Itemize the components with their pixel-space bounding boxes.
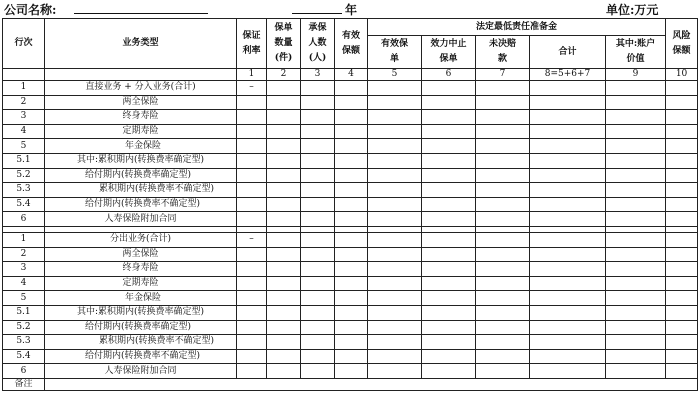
data-cell[interactable] <box>666 95 698 110</box>
data-cell[interactable] <box>267 110 301 125</box>
data-cell[interactable] <box>368 335 422 350</box>
data-cell[interactable] <box>666 212 698 227</box>
data-cell[interactable] <box>267 262 301 277</box>
data-cell[interactable] <box>368 124 422 139</box>
data-cell[interactable] <box>267 153 301 168</box>
data-cell[interactable] <box>666 183 698 198</box>
data-cell[interactable] <box>530 291 606 306</box>
business-type-cell: 直接业务 + 分入业务(合计) <box>45 81 237 96</box>
guaranteed-rate-cell[interactable] <box>237 349 267 364</box>
data-cell[interactable] <box>335 364 368 379</box>
data-cell[interactable] <box>368 197 422 212</box>
data-cell[interactable] <box>666 124 698 139</box>
col-number-7: 7 <box>476 69 530 81</box>
data-cell[interactable] <box>422 139 476 154</box>
data-cell[interactable] <box>422 232 476 247</box>
col-valid-premium: 有效保额 <box>335 19 368 69</box>
col-number-6: 6 <box>422 69 476 81</box>
table-row <box>3 349 698 364</box>
data-cell[interactable] <box>476 81 530 96</box>
table-row <box>3 110 698 125</box>
col-number-3: 3 <box>301 69 335 81</box>
data-cell[interactable] <box>666 349 698 364</box>
data-cell[interactable] <box>476 110 530 125</box>
data-cell[interactable] <box>301 212 335 227</box>
data-cell[interactable] <box>422 95 476 110</box>
data-cell[interactable] <box>606 320 666 335</box>
col-row-no: 行次 <box>3 19 45 69</box>
data-cell[interactable] <box>666 139 698 154</box>
data-cell[interactable] <box>530 320 606 335</box>
year-label: 年 <box>345 3 358 17</box>
data-cell[interactable] <box>530 349 606 364</box>
data-cell[interactable] <box>422 168 476 183</box>
data-cell[interactable] <box>476 153 530 168</box>
data-cell[interactable] <box>606 349 666 364</box>
col-outstanding-claims: 未决赔款 <box>476 36 530 69</box>
business-type-cell: 人寿保险附加合同 <box>45 212 237 227</box>
reserve-report-table <box>2 18 698 391</box>
data-cell[interactable] <box>368 305 422 320</box>
row-number: 5 <box>3 139 45 154</box>
data-cell[interactable] <box>422 247 476 262</box>
data-cell[interactable] <box>335 262 368 277</box>
business-type-cell: 两全保险 <box>45 247 237 262</box>
data-cell[interactable] <box>476 364 530 379</box>
data-cell[interactable] <box>530 153 606 168</box>
data-cell[interactable] <box>267 349 301 364</box>
data-cell[interactable] <box>301 335 335 350</box>
row-number: 5.2 <box>3 320 45 335</box>
data-cell[interactable] <box>606 262 666 277</box>
data-cell[interactable] <box>301 110 335 125</box>
data-cell[interactable] <box>530 276 606 291</box>
data-cell[interactable] <box>606 364 666 379</box>
company-name-label: 公司名称: <box>4 3 57 17</box>
data-cell[interactable] <box>368 320 422 335</box>
data-cell[interactable] <box>368 153 422 168</box>
data-cell[interactable] <box>301 291 335 306</box>
data-cell[interactable] <box>476 197 530 212</box>
data-cell[interactable] <box>476 276 530 291</box>
business-type-cell: 定期寿险 <box>45 124 237 139</box>
data-cell[interactable] <box>368 349 422 364</box>
data-cell[interactable] <box>530 110 606 125</box>
table-row <box>3 335 698 350</box>
data-cell[interactable] <box>422 276 476 291</box>
col-group-statutory-reserve: 法定最低责任准备金 <box>368 19 666 36</box>
data-cell[interactable] <box>476 291 530 306</box>
col-valid-policy: 有效保单 <box>368 36 422 69</box>
row-number: 5.3 <box>3 335 45 350</box>
row-number: 5.3 <box>3 183 45 198</box>
table-row <box>3 247 698 262</box>
guaranteed-rate-cell[interactable] <box>237 276 267 291</box>
data-cell[interactable] <box>267 212 301 227</box>
data-cell[interactable] <box>267 247 301 262</box>
guaranteed-rate-cell[interactable] <box>237 291 267 306</box>
row-number: 5 <box>3 291 45 306</box>
table-row <box>3 81 698 96</box>
guaranteed-rate-cell[interactable] <box>237 247 267 262</box>
data-cell[interactable] <box>530 197 606 212</box>
data-cell[interactable] <box>267 364 301 379</box>
business-type-cell: 给付期内(转换费率不确定型) <box>45 197 237 212</box>
data-cell[interactable] <box>422 81 476 96</box>
data-cell[interactable] <box>267 276 301 291</box>
table-row <box>3 124 698 139</box>
data-cell[interactable] <box>267 95 301 110</box>
col-insured-count: 承保人数(人) <box>301 19 335 69</box>
business-type-cell: 人寿保险附加合同 <box>45 364 237 379</box>
table-row <box>3 197 698 212</box>
data-cell[interactable] <box>301 153 335 168</box>
data-cell[interactable] <box>606 95 666 110</box>
data-cell[interactable] <box>422 153 476 168</box>
row-number: 4 <box>3 276 45 291</box>
data-cell[interactable] <box>530 139 606 154</box>
data-cell[interactable] <box>476 335 530 350</box>
data-cell[interactable] <box>267 81 301 96</box>
data-cell[interactable] <box>267 168 301 183</box>
col-lapsed-policy: 效力中止保单 <box>422 36 476 69</box>
data-cell[interactable] <box>301 305 335 320</box>
col-number-8: 8=5+6+7 <box>530 69 606 81</box>
table-row <box>3 139 698 154</box>
col-number-blank-b <box>45 69 237 81</box>
table-row <box>3 95 698 110</box>
unit-label: 单位:万元 <box>606 3 659 17</box>
company-name-blank[interactable] <box>74 13 208 14</box>
data-cell[interactable] <box>606 139 666 154</box>
business-type-cell: 年金保险 <box>45 139 237 154</box>
data-cell[interactable] <box>335 81 368 96</box>
col-number-blank-a <box>3 69 45 81</box>
data-cell[interactable] <box>666 320 698 335</box>
row-number: 6 <box>3 212 45 227</box>
data-cell[interactable] <box>368 247 422 262</box>
data-cell[interactable] <box>666 276 698 291</box>
data-cell[interactable] <box>335 349 368 364</box>
data-cell[interactable] <box>606 212 666 227</box>
business-type-cell: 年金保险 <box>45 291 237 306</box>
data-cell[interactable] <box>368 212 422 227</box>
col-number-1: 1 <box>237 69 267 81</box>
data-cell[interactable] <box>476 212 530 227</box>
data-cell[interactable] <box>335 95 368 110</box>
col-number-9: 9 <box>606 69 666 81</box>
business-type-cell: 其中:累积期内(转换费率确定型) <box>45 305 237 320</box>
data-cell[interactable] <box>368 291 422 306</box>
row-number: 3 <box>3 110 45 125</box>
data-cell[interactable] <box>267 305 301 320</box>
data-cell[interactable] <box>530 335 606 350</box>
business-type-cell: 分出业务(合计) <box>45 232 237 247</box>
data-cell[interactable] <box>267 232 301 247</box>
data-cell[interactable] <box>530 212 606 227</box>
data-cell[interactable] <box>606 153 666 168</box>
data-cell[interactable] <box>606 247 666 262</box>
data-cell[interactable] <box>301 232 335 247</box>
data-cell[interactable] <box>335 276 368 291</box>
col-number-2: 2 <box>267 69 301 81</box>
data-cell[interactable] <box>606 197 666 212</box>
data-cell[interactable] <box>368 183 422 198</box>
guaranteed-rate-cell[interactable] <box>237 124 267 139</box>
data-cell[interactable] <box>368 110 422 125</box>
data-cell[interactable] <box>335 183 368 198</box>
remarks-label: 备注 <box>3 378 45 390</box>
data-cell[interactable] <box>530 124 606 139</box>
data-cell[interactable] <box>335 247 368 262</box>
row-number: 2 <box>3 95 45 110</box>
data-cell[interactable] <box>422 124 476 139</box>
data-cell[interactable] <box>606 110 666 125</box>
data-cell[interactable] <box>368 168 422 183</box>
guaranteed-rate-cell[interactable] <box>237 335 267 350</box>
data-cell[interactable] <box>267 183 301 198</box>
row-number: 3 <box>3 262 45 277</box>
data-cell[interactable] <box>476 349 530 364</box>
data-cell[interactable] <box>301 276 335 291</box>
data-cell[interactable] <box>530 183 606 198</box>
table-row <box>3 364 698 379</box>
data-cell[interactable] <box>301 320 335 335</box>
col-number-10: 10 <box>666 69 698 81</box>
col-business-type: 业务类型 <box>45 19 237 69</box>
data-cell[interactable] <box>301 81 335 96</box>
data-cell[interactable] <box>476 168 530 183</box>
data-cell[interactable] <box>301 183 335 198</box>
data-cell[interactable] <box>335 212 368 227</box>
data-cell[interactable] <box>666 110 698 125</box>
data-cell[interactable] <box>422 349 476 364</box>
data-cell[interactable] <box>335 139 368 154</box>
data-cell[interactable] <box>368 232 422 247</box>
business-type-cell: 累积期内(转换费率不确定型) <box>45 335 237 350</box>
data-cell[interactable] <box>666 168 698 183</box>
guaranteed-rate-cell[interactable] <box>237 212 267 227</box>
data-cell[interactable] <box>666 232 698 247</box>
table-row <box>3 183 698 198</box>
row-number: 5.4 <box>3 197 45 212</box>
data-cell[interactable] <box>422 197 476 212</box>
table-row <box>3 262 698 277</box>
data-cell[interactable] <box>606 305 666 320</box>
data-cell[interactable] <box>301 168 335 183</box>
data-cell[interactable] <box>368 81 422 96</box>
data-cell[interactable] <box>335 110 368 125</box>
data-cell[interactable] <box>368 95 422 110</box>
data-cell[interactable] <box>606 232 666 247</box>
guaranteed-rate-cell: – <box>237 81 267 96</box>
col-number-5: 5 <box>368 69 422 81</box>
col-guaranteed-rate: 保证利率 <box>237 19 267 69</box>
table-row <box>3 232 698 247</box>
row-number: 5.1 <box>3 153 45 168</box>
data-cell[interactable] <box>606 168 666 183</box>
data-cell[interactable] <box>476 95 530 110</box>
business-type-cell: 给付期内(转换费率不确定型) <box>45 349 237 364</box>
data-cell[interactable] <box>666 81 698 96</box>
data-cell[interactable] <box>666 364 698 379</box>
guaranteed-rate-cell[interactable] <box>237 364 267 379</box>
data-cell[interactable] <box>530 305 606 320</box>
table-row <box>3 291 698 306</box>
data-cell[interactable] <box>476 232 530 247</box>
data-cell[interactable] <box>422 291 476 306</box>
col-total: 合计 <box>530 36 606 69</box>
business-type-cell: 终身寿险 <box>45 110 237 125</box>
data-cell[interactable] <box>666 291 698 306</box>
table-row <box>3 212 698 227</box>
data-cell[interactable] <box>422 212 476 227</box>
data-cell[interactable] <box>606 291 666 306</box>
data-cell[interactable] <box>335 335 368 350</box>
business-type-cell: 两全保险 <box>45 95 237 110</box>
data-cell[interactable] <box>666 335 698 350</box>
guaranteed-rate-cell[interactable] <box>237 197 267 212</box>
data-cell[interactable] <box>422 262 476 277</box>
row-number: 5.4 <box>3 349 45 364</box>
guaranteed-rate-cell[interactable] <box>237 153 267 168</box>
data-cell[interactable] <box>606 276 666 291</box>
data-cell[interactable] <box>335 305 368 320</box>
data-cell[interactable] <box>267 124 301 139</box>
data-cell[interactable] <box>666 197 698 212</box>
row-number: 6 <box>3 364 45 379</box>
row-number: 1 <box>3 232 45 247</box>
guaranteed-rate-cell[interactable] <box>237 305 267 320</box>
table-row <box>3 153 698 168</box>
business-type-cell: 给付期内(转换费率确定型) <box>45 320 237 335</box>
data-cell[interactable] <box>368 276 422 291</box>
business-type-cell: 给付期内(转换费率确定型) <box>45 168 237 183</box>
business-type-cell: 终身寿险 <box>45 262 237 277</box>
data-cell[interactable] <box>422 305 476 320</box>
data-cell[interactable] <box>335 197 368 212</box>
data-cell[interactable] <box>267 139 301 154</box>
col-risk-premium: 风险保额 <box>666 19 698 69</box>
guaranteed-rate-cell[interactable] <box>237 95 267 110</box>
guaranteed-rate-cell[interactable] <box>237 262 267 277</box>
row-number: 4 <box>3 124 45 139</box>
guaranteed-rate-cell[interactable] <box>237 110 267 125</box>
row-number: 2 <box>3 247 45 262</box>
data-cell[interactable] <box>301 247 335 262</box>
data-cell[interactable] <box>606 183 666 198</box>
data-cell[interactable] <box>368 139 422 154</box>
data-cell[interactable] <box>301 95 335 110</box>
data-cell[interactable] <box>267 320 301 335</box>
data-cell[interactable] <box>606 335 666 350</box>
report-header <box>0 0 700 18</box>
data-cell[interactable] <box>267 291 301 306</box>
data-cell[interactable] <box>368 262 422 277</box>
data-cell[interactable] <box>422 320 476 335</box>
data-cell[interactable] <box>267 335 301 350</box>
data-cell[interactable] <box>606 81 666 96</box>
data-cell[interactable] <box>301 262 335 277</box>
row-number: 5.1 <box>3 305 45 320</box>
data-cell[interactable] <box>476 305 530 320</box>
col-policy-count: 保单数量(件) <box>267 19 301 69</box>
table-row <box>3 276 698 291</box>
data-cell[interactable] <box>476 320 530 335</box>
data-cell[interactable] <box>335 168 368 183</box>
data-cell[interactable] <box>335 124 368 139</box>
data-cell[interactable] <box>530 81 606 96</box>
data-cell[interactable] <box>666 262 698 277</box>
data-cell[interactable] <box>666 247 698 262</box>
data-cell[interactable] <box>476 247 530 262</box>
data-cell[interactable] <box>335 291 368 306</box>
row-number: 5.2 <box>3 168 45 183</box>
data-cell[interactable] <box>530 168 606 183</box>
data-cell[interactable] <box>368 364 422 379</box>
remarks-field[interactable] <box>45 378 698 390</box>
data-cell[interactable] <box>476 139 530 154</box>
data-cell[interactable] <box>335 232 368 247</box>
remarks-row <box>3 378 698 390</box>
data-cell[interactable] <box>301 197 335 212</box>
business-type-cell: 定期寿险 <box>45 276 237 291</box>
business-type-cell: 累积期内(转换费率不确定型) <box>45 183 237 198</box>
data-cell[interactable] <box>476 183 530 198</box>
data-cell[interactable] <box>301 349 335 364</box>
business-type-cell: 其中:累积期内(转换费率确定型) <box>45 153 237 168</box>
data-cell[interactable] <box>666 305 698 320</box>
data-cell[interactable] <box>422 110 476 125</box>
data-cell[interactable] <box>606 124 666 139</box>
guaranteed-rate-cell[interactable] <box>237 320 267 335</box>
data-cell[interactable] <box>476 124 530 139</box>
guaranteed-rate-cell[interactable] <box>237 168 267 183</box>
data-cell[interactable] <box>530 95 606 110</box>
table-row <box>3 305 698 320</box>
guaranteed-rate-cell[interactable] <box>237 139 267 154</box>
data-cell[interactable] <box>422 364 476 379</box>
year-blank[interactable] <box>292 13 342 14</box>
data-cell[interactable] <box>422 183 476 198</box>
data-cell[interactable] <box>301 364 335 379</box>
table-row <box>3 320 698 335</box>
data-cell[interactable] <box>335 153 368 168</box>
data-cell[interactable] <box>530 262 606 277</box>
data-cell[interactable] <box>666 153 698 168</box>
guaranteed-rate-cell: – <box>237 232 267 247</box>
data-cell[interactable] <box>530 247 606 262</box>
data-cell[interactable] <box>301 139 335 154</box>
col-account-value: 其中:账户价值 <box>606 36 666 69</box>
data-cell[interactable] <box>422 335 476 350</box>
col-number-4: 4 <box>335 69 368 81</box>
data-cell[interactable] <box>267 197 301 212</box>
table-row <box>3 168 698 183</box>
data-cell[interactable] <box>530 232 606 247</box>
data-cell[interactable] <box>476 262 530 277</box>
data-cell[interactable] <box>301 124 335 139</box>
data-cell[interactable] <box>530 364 606 379</box>
data-cell[interactable] <box>335 320 368 335</box>
row-number: 1 <box>3 81 45 96</box>
guaranteed-rate-cell[interactable] <box>237 183 267 198</box>
